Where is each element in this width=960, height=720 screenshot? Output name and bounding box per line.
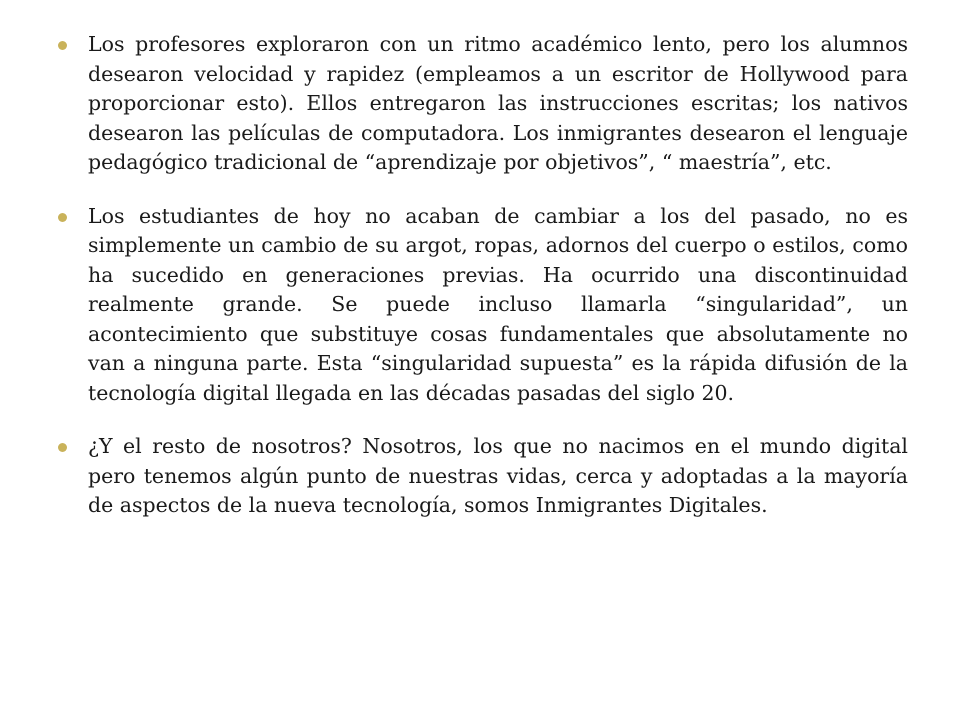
bullet-dot-icon (58, 213, 67, 222)
bullet-list (56, 30, 908, 545)
bullet-item-3 (56, 432, 908, 521)
bullet-item-2 (56, 202, 908, 409)
bullet-item-1 (56, 30, 908, 178)
bullet-text-3: ¿Y el resto de nosotros? Nosotros, los que no nacimos en el mundo digital pero tenemos algún punto de nuestras vidas, cerca y adoptadas a la mayoría de aspectos de la nueva tecnología, somos Inmigrantes Digitales. (88, 434, 908, 517)
bullet-dot-icon (58, 41, 67, 50)
bullet-dot-icon (58, 443, 67, 452)
bullet-text-1: Los profesores exploraron con un ritmo académico lento, pero los alumnos desearon velocidad y rapidez (empleamos a un escritor de Hollywood para proporcionar esto). Ellos entregaron las instrucciones escritas; los nativos desearon las películas de computadora. Los inmigrantes desearon el lenguaje pedagógico tradicional de “aprendizaje por objetivos”, “ maestría”, etc. (88, 32, 908, 174)
bullet-text-2: Los estudiantes de hoy no acaban de cambiar a los del pasado, no es simplemente un cambio de su argot, ropas, adornos del cuerpo o estilos, como ha sucedido en generaciones previas. Ha ocurrido una discontinuidad realmente grande. Se puede incluso llamarla “singularidad”, un acontecimiento que substituye cosas fundamentales que absolutamente no van a ninguna parte. Esta “singularidad supuesta” es la rápida difusión de la tecnología digital llegada en las décadas pasadas del siglo 20. (88, 203, 908, 405)
